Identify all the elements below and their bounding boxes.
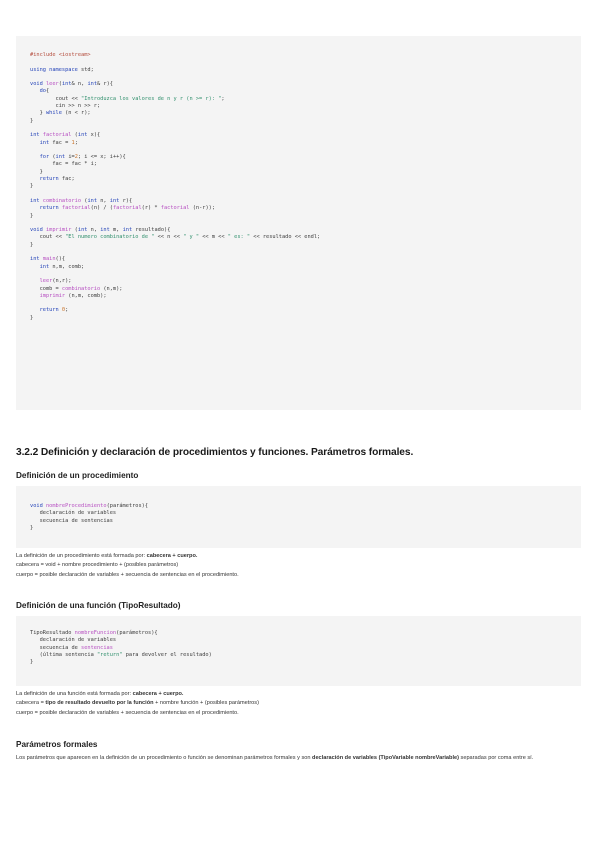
code-line (30, 220, 567, 227)
code-line (30, 205, 567, 212)
code-token: n,m, comb; (49, 263, 85, 270)
code-token: factorial (42, 132, 72, 139)
code-token: << n << (154, 234, 184, 241)
code-line (30, 88, 567, 95)
code-token: (última sentencia (30, 651, 97, 658)
code-line (30, 176, 567, 183)
code-token: & r){ (97, 81, 113, 88)
function-code-block (16, 616, 581, 686)
code-token: leer (39, 278, 53, 285)
code-token: ; (65, 307, 69, 314)
procedure-heading: Definición de un procedimiento (16, 471, 139, 480)
code-token: "El numero combinatorio de " (65, 234, 155, 241)
code-line (30, 659, 567, 666)
code-token: secuencia de sentencias (30, 517, 113, 524)
code-line (30, 293, 567, 300)
code-line (30, 59, 567, 66)
code-token: ( (58, 81, 62, 88)
code-line (30, 242, 567, 249)
code-token (30, 264, 40, 270)
code-token: sentencias (81, 644, 113, 651)
code-line (30, 161, 567, 168)
code-line (30, 307, 567, 314)
code-line (30, 249, 567, 256)
code-token: nombreProcedimiento (45, 503, 107, 509)
code-token: m, (109, 227, 123, 234)
code-token: int (109, 197, 120, 204)
code-token: (parámetros){ (116, 630, 158, 636)
code-token: } (30, 110, 46, 117)
code-line (30, 234, 567, 241)
code-line (30, 132, 567, 139)
code-line (30, 169, 567, 176)
code-token: (parámetros){ (106, 503, 149, 509)
code-token: leer (45, 81, 59, 88)
code-token: int (77, 132, 88, 139)
code-token: void (30, 503, 43, 509)
code-token: r){ (119, 197, 133, 204)
code-line (30, 67, 567, 74)
code-token (30, 140, 40, 146)
function-heading: Definición de una función (TipoResultado) (16, 601, 181, 610)
code-line (30, 518, 567, 525)
code-token: (n,r); (52, 278, 72, 285)
code-token: factorial (61, 205, 91, 212)
code-token: fac; (58, 176, 75, 183)
code-token: void (30, 227, 43, 234)
code-token: int (122, 227, 133, 234)
code-token: ; i <= x; i++){ (77, 154, 126, 161)
code-token: fac = (49, 139, 72, 146)
code-token: "Introduzca los valores de n y r (n >= r): " (81, 95, 222, 102)
code-line (30, 213, 567, 220)
code-token: ; (74, 139, 78, 146)
code-token: } (30, 241, 34, 248)
code-line (30, 118, 567, 125)
code-token: ; (221, 95, 225, 102)
code-token (30, 307, 40, 313)
code-token: int (61, 81, 72, 88)
code-token: (n-r)); (189, 205, 216, 212)
code-token: (r) * (141, 205, 161, 212)
code-token: (n,m, comb); (65, 292, 107, 299)
code-line (30, 110, 567, 117)
code-token: int (87, 81, 98, 88)
code-token (30, 88, 40, 94)
code-token: << m << (199, 234, 228, 241)
code-token (30, 205, 40, 211)
code-token: x){ (87, 132, 101, 139)
code-token: (){ (55, 256, 66, 263)
code-token: } (30, 524, 34, 531)
code-token (30, 278, 40, 284)
code-line (30, 154, 567, 161)
code-token: << resultado << endl; (250, 234, 321, 241)
code-line (30, 147, 567, 154)
code-line (30, 256, 567, 263)
code-token: declaración de variables (30, 637, 117, 644)
code-token: combinatorio (61, 285, 101, 292)
parameters-heading: Parámetros formales (16, 740, 98, 749)
code-token: return (39, 176, 59, 183)
code-token: declaración de variables (30, 510, 117, 517)
code-line (30, 74, 567, 81)
code-line (30, 510, 567, 517)
code-token: secuencia de (30, 644, 82, 651)
code-token: int (30, 197, 40, 204)
code-token: " es: " (227, 234, 251, 241)
code-line (30, 286, 567, 293)
code-token: & n, (71, 81, 88, 88)
code-token: while (45, 110, 62, 117)
code-token: (n < r); (61, 110, 91, 117)
code-token: para devolver el resultado) (122, 651, 212, 658)
code-line (30, 227, 567, 234)
code-token: (n) / ( (90, 205, 113, 212)
code-token: std; (77, 66, 94, 73)
code-line (30, 645, 567, 652)
code-token: imprimir (45, 227, 72, 234)
code-token: cin >> n >> r; (30, 103, 101, 110)
code-token: int (55, 154, 66, 161)
code-token: 0 (61, 307, 66, 314)
code-token: int (87, 197, 98, 204)
main-code-block (16, 36, 581, 410)
code-token: n, (87, 227, 101, 234)
code-line (30, 183, 567, 190)
parameters-description: Los parámetros que aparecen en la definición de un procedimiento o función se denominan parámetros formales y son declaración de variables (TipoVariable nombreVariable) separadas por coma entre sí. (16, 755, 534, 761)
code-token: (n,m); (100, 285, 123, 292)
code-token: void (30, 81, 43, 88)
code-token: ( (71, 132, 78, 139)
code-token: factorial (112, 205, 142, 212)
code-line (30, 140, 567, 147)
code-token: factorial (160, 205, 190, 212)
code-token: } (30, 212, 34, 219)
code-token: do (39, 88, 46, 95)
code-line (30, 637, 567, 644)
code-token: return (39, 307, 59, 314)
code-token: ( (71, 227, 78, 234)
code-token: int (77, 227, 88, 234)
code-token: " y " (183, 234, 200, 241)
code-token: { (45, 88, 50, 95)
section-title: 3.2.2 Definición y declaración de procedimientos y funciones. Parámetros formales. (16, 447, 414, 458)
code-token: } (30, 314, 34, 321)
code-line (30, 271, 567, 278)
code-token: int (30, 132, 40, 139)
code-token: TipoResultado (30, 630, 75, 636)
function-description: La definición de una función está formada por: cabecera + cuerpo. cabecera = tipo de resultado devuelto por la función + nombre función + (posibles parámetros) cuerpo = posible declaración de variables + secuencia de sentencias en el procedimiento. (16, 691, 259, 716)
procedure-description: La definición de un procedimiento está formada por: cabecera + cuerpo. cabecera = void + nombre procedimiento + (posibles parámetros) cuerpo = posible declaración de variables + secuencia de sentencias en el procedimiento. (16, 553, 239, 578)
code-token: combinatorio (42, 197, 82, 204)
code-token: for (39, 154, 50, 161)
code-token: return (39, 205, 59, 212)
code-token: using namespace (30, 66, 78, 73)
code-token: 1 (71, 139, 75, 146)
code-token: fac = fac * i; (30, 161, 97, 168)
code-token (30, 176, 40, 182)
code-token: comb = (30, 285, 62, 292)
code-line (30, 125, 567, 132)
code-token: } (30, 168, 43, 175)
code-token: imprimir (39, 292, 66, 299)
code-line (30, 652, 567, 659)
code-token: cout << (30, 95, 82, 102)
code-line (30, 278, 567, 285)
code-token: int (100, 227, 110, 234)
code-line (30, 103, 567, 110)
code-token: ( (49, 154, 56, 161)
code-token: int (39, 139, 50, 146)
code-token: #include <iostream> (30, 52, 91, 58)
procedure-code-block (16, 486, 581, 548)
code-line (30, 96, 567, 103)
code-token: "return" (96, 651, 123, 658)
code-token: i= (65, 154, 75, 161)
code-token: 2 (74, 154, 78, 161)
code-token: int (39, 263, 50, 270)
code-token (30, 154, 40, 160)
code-token: } (30, 659, 34, 666)
code-token: resultado){ (132, 227, 171, 234)
code-line (30, 52, 567, 59)
code-token: } (30, 117, 34, 124)
code-token: } (30, 183, 34, 190)
code-token: nombreFuncion (74, 630, 117, 636)
code-line (30, 198, 567, 205)
code-token: int (30, 256, 40, 263)
code-token: cout << (30, 234, 66, 241)
code-token: ( (81, 197, 88, 204)
code-token: main (42, 256, 56, 263)
code-line (30, 300, 567, 307)
code-line (30, 315, 567, 322)
code-line (30, 81, 567, 88)
code-token: n, (97, 197, 110, 204)
code-token (30, 293, 40, 299)
code-line (30, 264, 567, 271)
code-line (30, 525, 567, 532)
code-line (30, 191, 567, 198)
